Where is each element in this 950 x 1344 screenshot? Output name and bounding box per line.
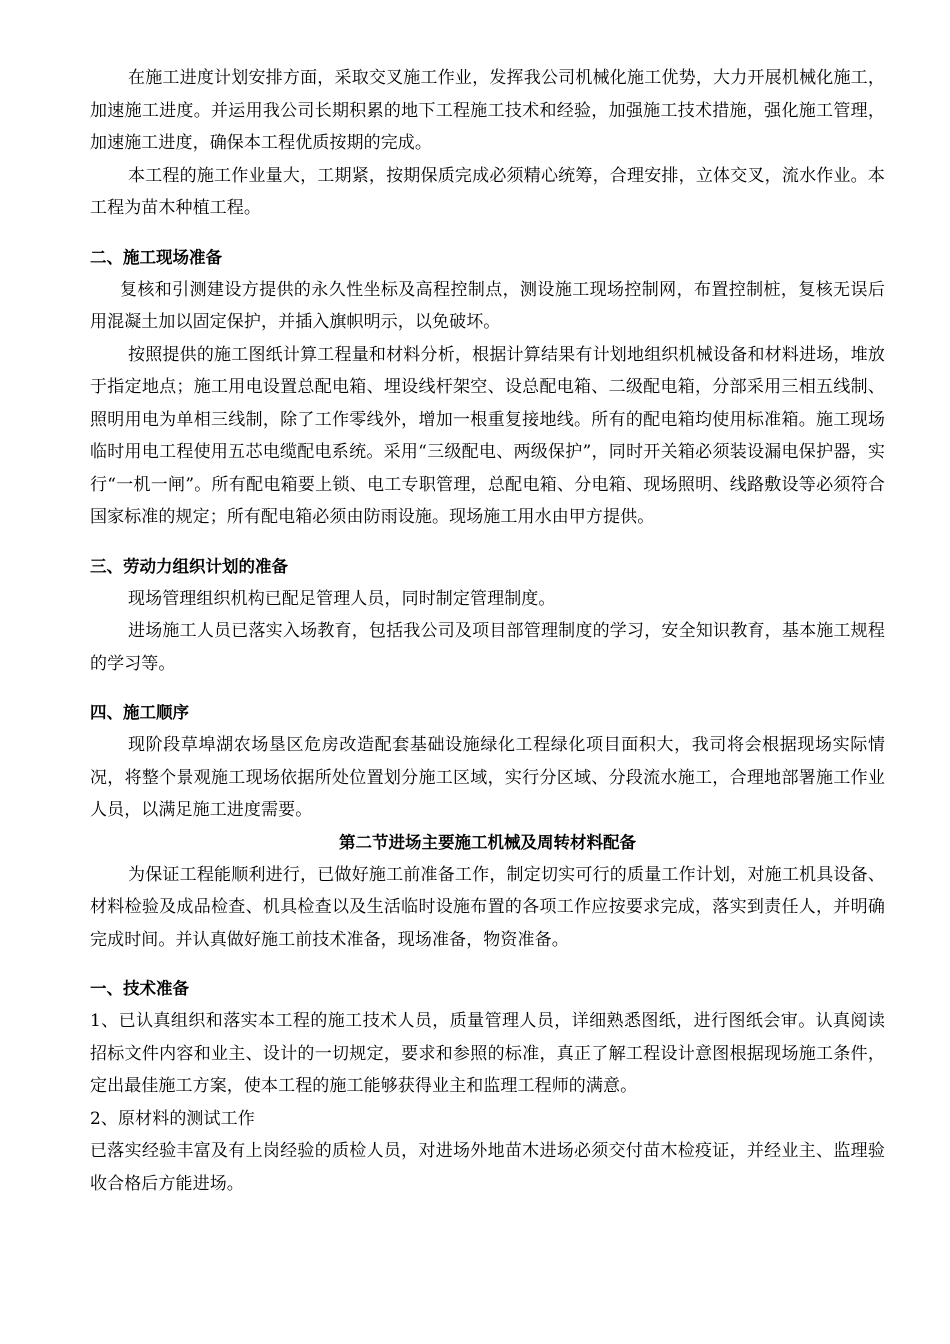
spacer bbox=[90, 534, 885, 551]
chapter-title: 第二节进场主要施工机械及周转材料配备 bbox=[339, 832, 636, 852]
section-heading-tech-prep: 一、技术准备 bbox=[90, 979, 189, 998]
labor-plan-paragraph-1: 现场管理组织机构已配足管理人员，同时制定管理制度。 bbox=[128, 588, 556, 609]
spacer bbox=[90, 680, 885, 697]
section-heading-construction-order: 四、施工顺序 bbox=[90, 703, 189, 722]
tech-prep-item-1: 1、已认真组织和落实本工程的施工技术人员，质量管理人员，详细熟悉图纸，进行图纸会审。认真阅读招标文件内容和业主、设计的一切规定，要求和参照的标准，真正了解工程设计意图根据现场施工条件，定出最佳施工方案，使本工程的施工能够获得业主和监理工程师的满意。 bbox=[90, 1011, 885, 1096]
chapter-intro-paragraph: 为保证工程能顺利进行，已做好施工前准备工作，制定切实可行的质量工作计划，对施工机具设备、材料检验及成品检查、机具检查以及生活临时设施布置的各项工作应按要求完成，落实到责任人，并明确完成时间。并认真做好施工前技术准备，现场准备，物资准备。 bbox=[90, 864, 885, 950]
spacer bbox=[90, 956, 885, 973]
tech-prep-item-2-title: 2、原材料的测试工作 bbox=[90, 1108, 255, 1129]
tech-prep-item-2-body: 已落实经验丰富及有上岗经验的质检人员，对进场外地苗木进场必须交付苗木检疫证，并经业主、监理验收合格后方能进场。 bbox=[90, 1141, 885, 1194]
site-prep-paragraph-2: 按照提供的施工图纸计算工程量和材料分析，根据计算结果有计划地组织机械设备和材料进场，堆放于指定地点；施工用电设置总配电箱、埋设线杆架空、设总配电箱、二级配电箱，分部采用三相五线制、照明用电为单相三线制，除了工作零线外，增加一根重复接地线。所有的配电箱均使用标准箱。施工现场临时用电工程使用五芯电缆配电系统。采用“三级配电、两级保护”，同时开关箱必须装设漏电保护器，实行“一机一闸”。所有配电箱要上锁、电工专职管理，总配电箱、分电箱、现场照明、线路敷设等必须符合国家标准的规定；所有配电箱必须由防雨设施。现场施工用水由甲方提供。 bbox=[90, 344, 885, 527]
site-prep-paragraph-1: 复核和引测建设方提供的永久性坐标及高程控制点，测设施工现场控制网，布置控制桩，复核无误后用混凝土加以固定保护，并插入旗帜明示，以免破坏。 bbox=[90, 279, 885, 332]
section-heading-labor-plan: 三、劳动力组织计划的准备 bbox=[90, 556, 288, 576]
spacer bbox=[90, 225, 885, 242]
document-page bbox=[90, 62, 885, 1200]
intro-paragraph-2: 本工程的施工作业量大，工期紧，按期保质完成必须精心统筹，合理安排，立体交叉，流水作业。本工程为苗木种植工程。 bbox=[90, 165, 885, 218]
labor-plan-paragraph-2: 进场施工人员已落实入场教育，包括我公司及项目部管理制度的学习，安全知识教育，基本施工规程的学习等。 bbox=[90, 621, 885, 674]
intro-paragraph-1: 在施工进度计划安排方面，采取交叉施工作业，发挥我公司机械化施工优势，大力开展机械化施工，加速施工进度。并运用我公司长期积累的地下工程施工技术和经验，加强施工技术措施，强化施工管理，加速施工进度，确保本工程优质按期的完成。 bbox=[90, 68, 885, 153]
construction-order-paragraph: 现阶段草埠湖农场垦区危房改造配套基础设施绿化工程绿化项目面积大，我司将会根据现场实际情况，将整个景观施工现场依据所处位置划分施工区域，实行分区域、分段流水施工，合理地部署施工作业人员，以满足施工进度需要。 bbox=[90, 735, 885, 820]
section-heading-site-prep: 二、施工现场准备 bbox=[90, 247, 222, 267]
